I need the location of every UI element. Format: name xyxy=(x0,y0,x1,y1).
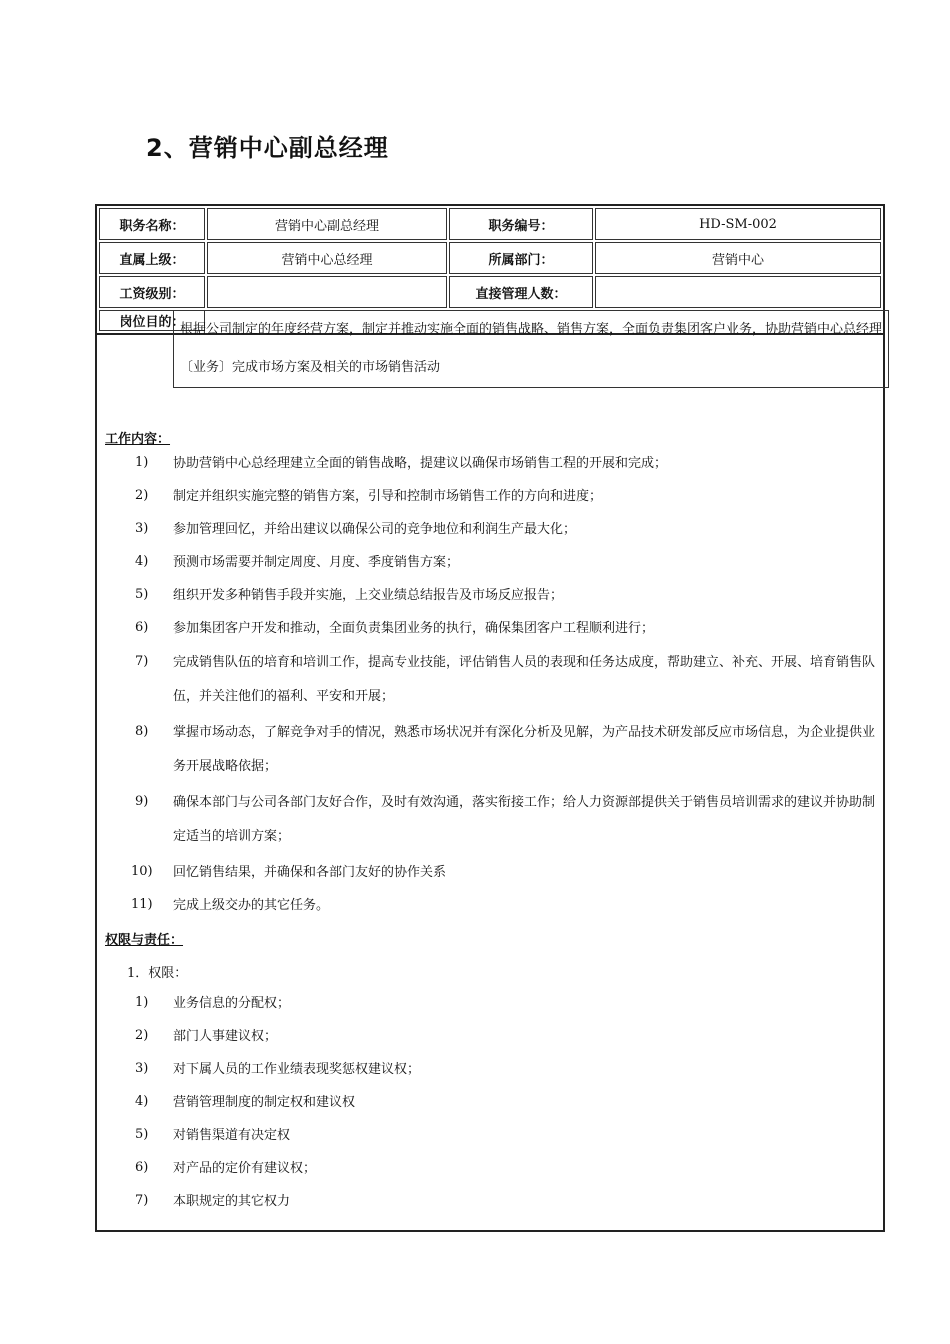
item-number: 2) xyxy=(135,1028,149,1043)
item-number: 5) xyxy=(135,1127,149,1142)
label-salary-grade: 工资级别： xyxy=(99,276,205,308)
item-number: 3) xyxy=(135,521,149,536)
item-text: 完成上级交办的其它任务。 xyxy=(173,898,330,913)
label-purpose: 岗位目的： xyxy=(99,310,205,331)
item-number: 6) xyxy=(135,1160,149,1175)
value-direct-reports xyxy=(595,276,881,308)
value-job-title: 营销中心副总经理 xyxy=(207,208,447,240)
page-title: 2、营销中心副总经理 xyxy=(146,134,389,162)
authority-subheading: 1．权限： xyxy=(127,966,188,981)
value-job-code: HD-SM-002 xyxy=(595,208,881,240)
item-text: 营销管理制度的制定权和建议权 xyxy=(173,1095,356,1110)
item-text: 对产品的定价有建议权； xyxy=(173,1161,317,1176)
label-job-code: 职务编号： xyxy=(449,208,593,240)
item-number: 7) xyxy=(135,1193,149,1208)
label-job-title: 职务名称： xyxy=(99,208,205,240)
item-number: 10) xyxy=(131,864,153,879)
item-number: 6) xyxy=(135,620,149,635)
item-number: 8) xyxy=(135,724,149,739)
item-text: 协助营销中心总经理建立全面的销售战略，提建议以确保市场销售工程的开展和完成； xyxy=(173,456,668,471)
item-number: 5) xyxy=(135,587,149,602)
work-content-heading: 工作内容： xyxy=(105,432,171,447)
item-text: 部门人事建议权； xyxy=(173,1029,278,1044)
job-info-table xyxy=(95,204,885,375)
item-number: 3) xyxy=(135,1061,149,1076)
item-text: 本职规定的其它权力 xyxy=(173,1194,291,1209)
value-supervisor: 营销中心总经理 xyxy=(207,242,447,274)
item-text: 制定并组织实施完整的销售方案，引导和控制市场销售工作的方向和进度； xyxy=(173,489,603,504)
value-purpose: 根据公司制定的年度经营方案，制定并推动实施全面的销售战略、销售方案，全面负责集团客户业务，协助营销中心总经理〔业务〕完成市场方案及相关的市场销售活动 xyxy=(173,310,889,388)
item-text: 组织开发多种销售手段并实施，上交业绩总结报告及市场反应报告； xyxy=(173,588,564,603)
item-text: 完成销售队伍的培育和培训工作，提高专业技能，评估销售人员的表现和任务达成度，帮助建立、补充、开展、培育销售队伍，并关注他们的福利、平安和开展； xyxy=(173,655,876,704)
item-text: 参加集团客户开发和推动，全面负责集团业务的执行，确保集团客户工程顺利进行； xyxy=(173,621,655,636)
authority-heading: 权限与责任： xyxy=(105,933,184,948)
value-department: 营销中心 xyxy=(595,242,881,274)
item-number: 4) xyxy=(135,554,149,569)
item-text: 预测市场需要并制定周度、月度、季度销售方案； xyxy=(173,555,460,570)
item-number: 11) xyxy=(131,897,153,912)
label-supervisor: 直属上级： xyxy=(99,242,205,274)
item-number: 1) xyxy=(135,995,149,1010)
item-text: 业务信息的分配权； xyxy=(173,996,291,1011)
item-text: 回忆销售结果，并确保和各部门友好的协作关系 xyxy=(173,865,447,880)
item-number: 7) xyxy=(135,654,149,669)
item-number: 2) xyxy=(135,488,149,503)
value-salary-grade xyxy=(207,276,447,308)
item-text: 对销售渠道有决定权 xyxy=(173,1128,291,1143)
item-text: 掌握市场动态，了解竞争对手的情况，熟悉市场状况并有深化分析及见解，为产品技术研发部反应市场信息，为企业提供业务开展战略依据； xyxy=(173,725,876,774)
label-department: 所属部门： xyxy=(449,242,593,274)
item-text: 参加管理回忆，并给出建议以确保公司的竞争地位和利润生产最大化； xyxy=(173,522,577,537)
item-number: 1) xyxy=(135,455,149,470)
item-number: 4) xyxy=(135,1094,149,1109)
item-text: 确保本部门与公司各部门友好合作，及时有效沟通，落实衔接工作；给人力资源部提供关于销售员培训需求的建议并协助制定适当的培训方案； xyxy=(173,795,876,844)
item-number: 9) xyxy=(135,794,149,809)
item-text: 对下属人员的工作业绩表现奖惩权建议权； xyxy=(173,1062,421,1077)
label-direct-reports: 直接管理人数： xyxy=(449,276,593,308)
